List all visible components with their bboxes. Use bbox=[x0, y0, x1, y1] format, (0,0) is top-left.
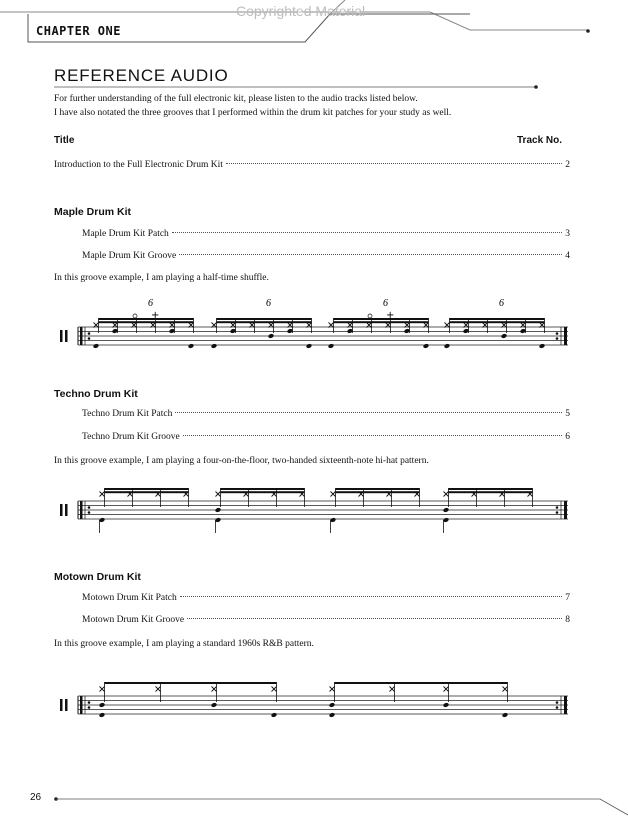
track-number: 8 bbox=[565, 615, 570, 625]
track-title: Techno Drum Kit Patch bbox=[82, 409, 173, 419]
track-title: Motown Drum Kit Groove bbox=[82, 615, 185, 625]
kit-heading-maple: Maple Drum Kit bbox=[54, 206, 132, 218]
track-number: 4 bbox=[565, 251, 570, 261]
track-title: Techno Drum Kit Groove bbox=[82, 432, 180, 442]
track-number: 5 bbox=[565, 409, 570, 419]
intro-text-line-1: For further understanding of the full electronic kit, please listen to the audio tracks listed below. bbox=[54, 94, 418, 104]
intro-text-line-2: I have also notated the three grooves that I performed within the drum kit patches for your study as well. bbox=[54, 108, 452, 118]
track-title: Introduction to the Full Electronic Drum Kit bbox=[54, 160, 223, 170]
kit-heading-techno: Techno Drum Kit bbox=[54, 388, 138, 400]
track-title: Motown Drum Kit Patch bbox=[82, 593, 177, 603]
track-number: 6 bbox=[565, 432, 570, 442]
copyright-watermark: Copyrighted Material bbox=[236, 3, 366, 19]
section-title: REFERENCE AUDIO bbox=[54, 66, 229, 85]
tuplet-number: 6 bbox=[499, 298, 504, 309]
track-title: Maple Drum Kit Groove bbox=[82, 251, 177, 261]
track-title: Maple Drum Kit Patch bbox=[82, 229, 169, 239]
groove-note-techno: In this groove example, I am playing a four-on-the-floor, two-handed sixteenth-note hi-hat pattern. bbox=[54, 456, 429, 466]
groove-note-motown: In this groove example, I am playing a standard 1960s R&B pattern. bbox=[54, 639, 314, 649]
track-number: 2 bbox=[565, 160, 570, 170]
column-header-title: Title bbox=[54, 135, 75, 146]
closed-hihat-mark: + bbox=[386, 310, 395, 321]
chapter-label: CHAPTER ONE bbox=[36, 24, 121, 38]
track-number: 3 bbox=[565, 229, 570, 239]
tuplet-number: 6 bbox=[266, 298, 271, 309]
tuplet-number: 6 bbox=[148, 298, 153, 309]
closed-hihat-mark: + bbox=[151, 310, 160, 321]
column-header-track: Track No. bbox=[517, 135, 563, 146]
tuplet-number: 6 bbox=[383, 298, 388, 309]
kit-heading-motown: Motown Drum Kit bbox=[54, 571, 141, 583]
groove-note-maple: In this groove example, I am playing a half-time shuffle. bbox=[54, 273, 269, 283]
page-number: 26 bbox=[30, 792, 42, 803]
track-number: 7 bbox=[565, 593, 570, 603]
